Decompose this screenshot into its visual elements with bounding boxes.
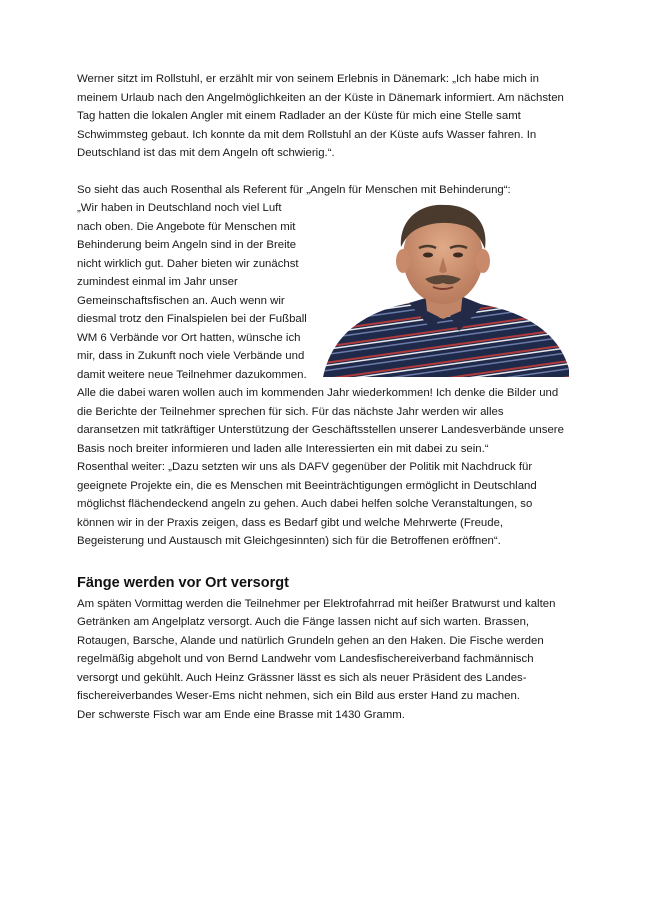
section-heading: Fänge werden vor Ort versorgt bbox=[77, 574, 289, 591]
paragraph-rosenthal-more: Rosenthal weiter: „Dazu setzten wir uns als DAFV gegenüber der Politik mit Nachdruck für geeignete Projekte ein, die es Menschen mit Beeinträchtigungen ermöglicht in Deutschland möglichst flächendeckend angeln zu gehen. Auch dabei helfen solche Veranstaltungen, so können wir in der Praxis zeigen, dass es Bedarf gibt und welche Mehrwerte (Freude, Begeisterung und Austausch mit Gleichgesinnten) sich für die Betroffenen eröffnen“. bbox=[77, 461, 537, 547]
portrait-photo bbox=[313, 199, 569, 377]
paragraph-section-body: Am späten Vormittag werden die Teilnehmer per Elektrofahrrad mit heißer Bratwurst und kalten Getränken am Angelplatz versorgt. Auch die Fänge lassen nicht auf sich warten. Brassen, Rotaugen, Barsche, Alande und natürlich Grundeln gehen an den Haken. Die Fische werden regelmäßig abgeholt und von Bernd Landwehr vom Landesfischereiverband fachmännisch versorgt und gekühlt. Auch Heinz Grässner lässt es sich als neuer Präsident des Landes-fischereiverbandes Weser-Ems nicht nehmen, sich ein Bild aus erster Hand zu machen. bbox=[77, 597, 556, 702]
portrait-illustration bbox=[313, 199, 569, 377]
spacer bbox=[77, 163, 569, 181]
article bbox=[77, 70, 569, 724]
paragraph-closing: Der schwerste Fisch war am Ende eine Brasse mit 1430 Gramm. bbox=[77, 708, 405, 721]
quote-with-photo bbox=[77, 199, 569, 458]
paragraph-intro: Werner sitzt im Rollstuhl, er erzählt mir von seinem Erlebnis in Dänemark: „Ich habe mich in meinem Urlaub nach den Angelmöglichkeiten an der Küste in Dänemark informiert. Am nächsten Tag hatten die lokalen Angler mit einem Radlader an der Küste für mich eine Stelle samt Schwimmsteg gebaut. Ich konnte da mit dem Rollstuhl an der Küste aufs Wasser fahren. In Deutschland ist das mit dem Angeln oft schwierig.“. bbox=[77, 73, 564, 159]
paragraph-rosenthal-lead: So sieht das auch Rosenthal als Referent für „Angeln für Menschen mit Behinderung“: bbox=[77, 183, 511, 196]
paragraph-rosenthal-quote: „Wir haben in Deutschland noch viel Luft nach oben. Die Angebote für Menschen mit Behinderung beim Angeln sind in der Breite nicht wirklich gut. Daher bieten wir zunächst zumindest einmal im Jahr unser Gemeinschaftsfischen an. Auch wenn wir diesmal trotz den Finalspielen bei der Fußball WM 6 Verbände vor Ort hatten, wünsche ich mir, dass in Zukunft noch viele Verbände und damit weitere neue Teilnehmer dazukommen. Alle die dabei waren wollen auch im kommenden Jahr wiederkommen! Ich denke die Bilder und die Berichte der Teilnehmer sprechen für sich. Für das nächste Jahr werden wir alles daransetzen mit tatkräftiger Unterstützung der Geschäftsstellen unserer Landesverbände unsere Basis noch breiter informieren und laden alle Interessierten ein mit dabei zu sein.“ bbox=[77, 202, 564, 455]
